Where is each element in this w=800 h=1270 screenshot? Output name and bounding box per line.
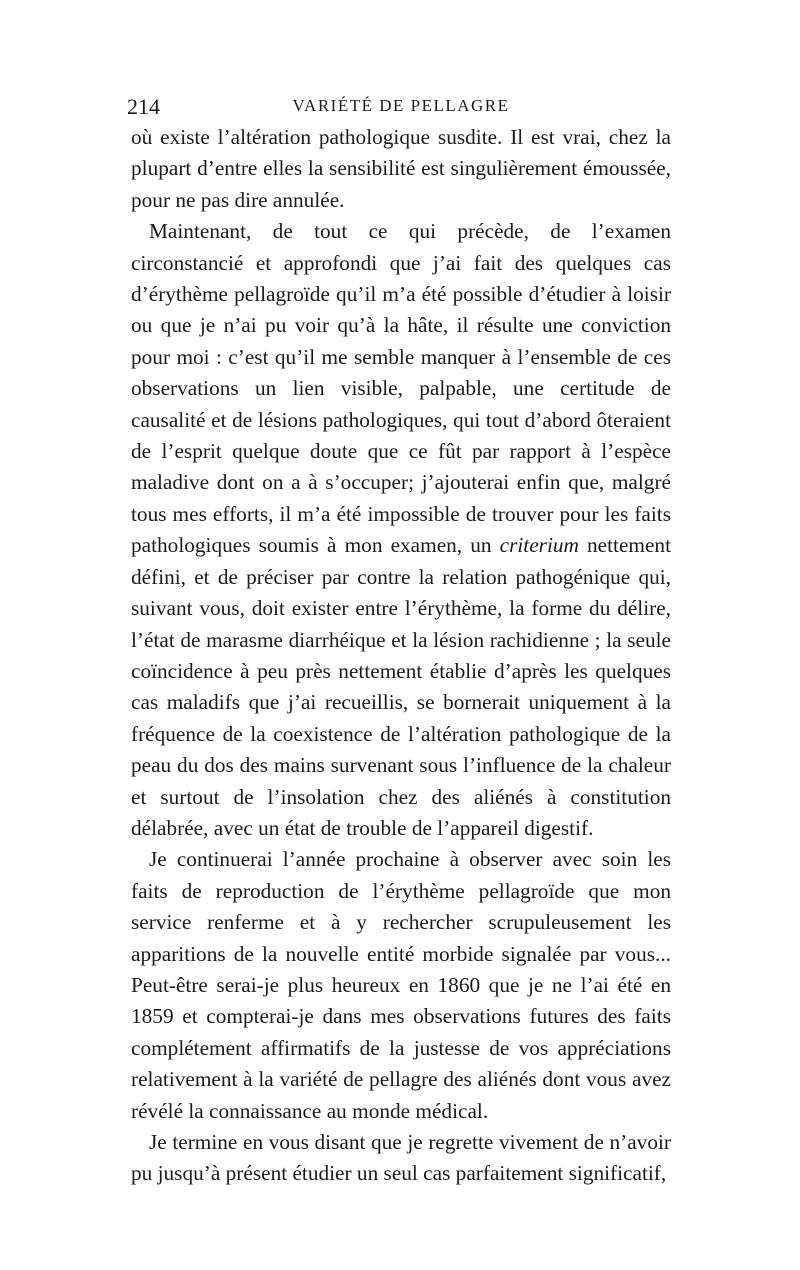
running-header — [127, 88, 671, 122]
paragraph-next-year: Je continuerai l’année prochaine à observer avec soin les faits de reproduction de l’érythème pellagroïde que mon service renferme et à y rechercher scrupuleusement les apparitions de la nouvelle entité morbide signalée par vous... Peut-être serai-je plus heureux en 1860 que je ne l’ai été en 1859 et compterai-je dans mes observations futures des faits complétement affirmatifs de la justesse de vos appréciations relativement à la variété de pellagre des aliénés dont vous avez révélé la connaissance au monde médical. — [131, 847, 671, 1123]
paragraph-continuation: où existe l’altération pathologique susdite. Il est vrai, chez la plupart d’entre elles la sensibilité est singulièrement émoussée, pour ne pas dire annulée. — [131, 125, 671, 212]
page-number: 214 — [127, 94, 160, 119]
running-title: VARIÉTÉ DE PELLAGRE — [292, 96, 510, 115]
paragraph-closing: Je termine en vous disant que je regrette vivement de n’avoir pu jusqu’à présent étudier un seul cas parfaitement significatif, — [131, 1130, 671, 1186]
body-text — [131, 122, 671, 1190]
italic-term: criterium — [499, 533, 579, 558]
paragraph-conviction — [131, 216, 671, 844]
paragraph-text: Maintenant, de tout ce qui précède, de l’examen circonstancié et approfondi que j’ai fait des quelques cas d’érythème pellagroïde qu’il m’a été possible d’étudier à loisir ou que je n’ai pu voir qu’à la hâte, il résulte une conviction pour moi : c’est qu’il me semble manquer à l’ensemble de ces observations un lien visible, palpable, une certitude de causalité et de lésions pathologiques, qui tout d’abord ôteraient de l’esprit quelque doute que ce fût par rapport à l’espèce maladive dont on a à s’occuper; j’ajouterai enfin que, malgré tous mes efforts, il m’a été impossible de trouver pour les faits pathologiques soumis à mon examen, un — [131, 219, 671, 558]
book-page — [127, 88, 671, 1190]
paragraph-text: nettement défini, et de préciser par contre la relation pathogénique qui, suivant vous, doit exister entre l’érythème, la forme du délire, l’état de marasme diarrhéique et la lésion rachidienne ; la seule coïncidence à peu près nettement établie d’après les quelques cas maladifs que j’ai recueillis, se bornerait uniquement à la fréquence de la coexistence de l’altération pathologique de la peau du dos des mains survenant sous l’influence de la chaleur et surtout de l’insolation chez des aliénés à constitution délabrée, avec un état de trouble de l’appareil digestif. — [131, 533, 671, 840]
